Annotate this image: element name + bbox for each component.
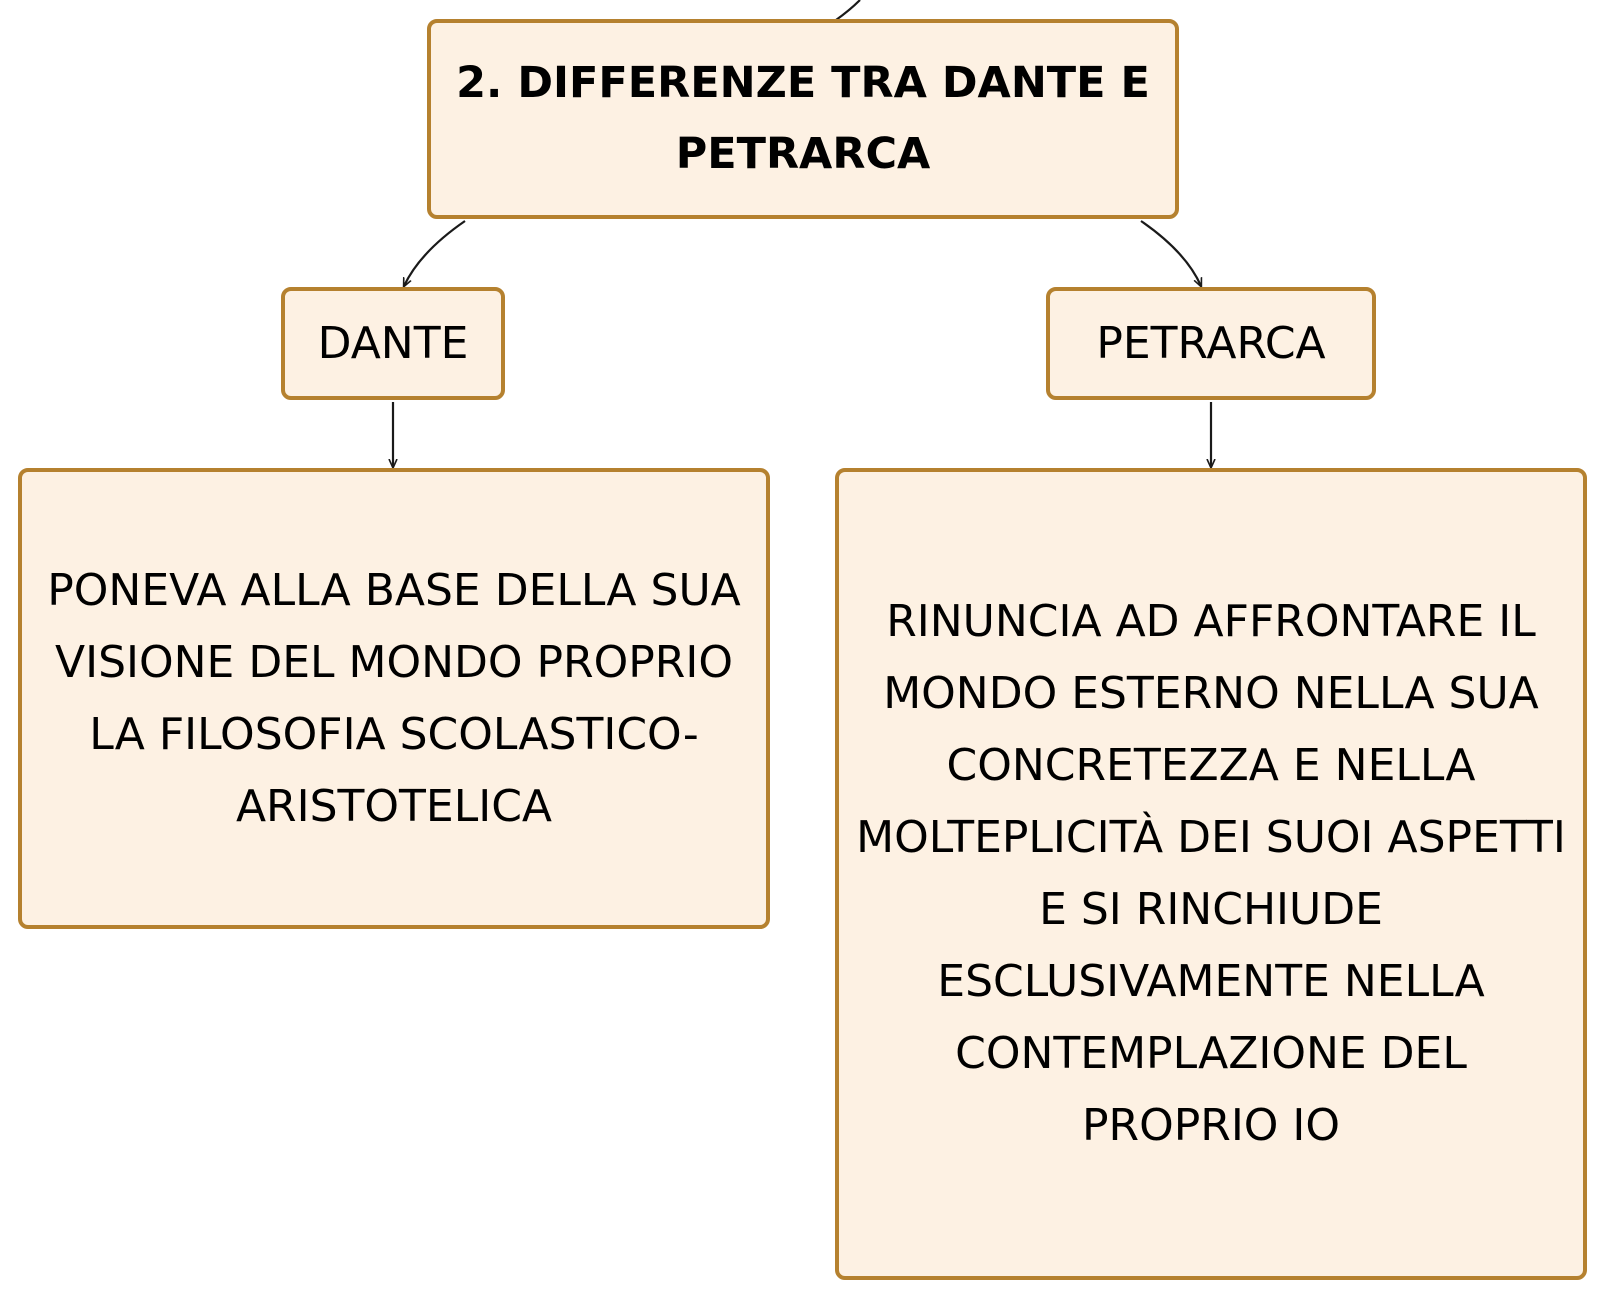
petrarca-label: PETRARCA (1096, 317, 1326, 369)
dante-description-node (18, 468, 770, 929)
title-node (427, 19, 1179, 219)
petrarca-description-text: RINUNCIA AD AFFRONTARE IL MONDO ESTERNO NELLA SUA CONCRETEZZA E NELLA MOLTEPLICITÀ DEI SUOI ASPETTI E SI RINCHIUDE ESCLUSIVAMENTE NELLA CONTEMPLAZIONE DEL PROPRIO IO (856, 596, 1566, 1151)
petrarca-description-node (835, 468, 1587, 1280)
connector-title-to-dante (404, 221, 465, 286)
dante-label: DANTE (317, 317, 469, 369)
petrarca-node (1046, 287, 1376, 400)
incoming-connector (836, 0, 860, 20)
dante-node (281, 287, 505, 400)
connector-title-to-petrarca (1141, 221, 1201, 286)
dante-description-text: PONEVA ALLA BASE DELLA SUA VISIONE DEL MONDO PROPRIO LA FILOSOFIA SCOLASTICO-ARISTOTELICA (47, 564, 741, 832)
title-text: 2. DIFFERENZE TRA DANTE E PETRARCA (456, 58, 1150, 179)
